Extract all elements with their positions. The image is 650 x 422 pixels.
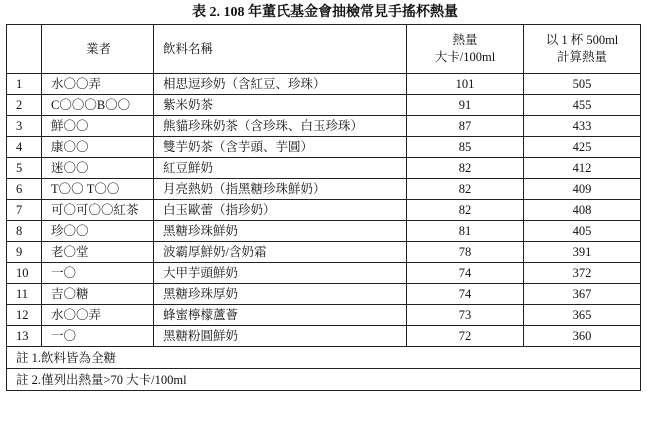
vendor-cell: 一〇: [42, 263, 154, 284]
row-number: 1: [7, 74, 42, 95]
row-number: 12: [7, 305, 42, 326]
cup-calories-cell: 455: [524, 95, 641, 116]
vendor-cell: 老〇堂: [42, 242, 154, 263]
table-row: [7, 242, 641, 263]
drink-cell: 相思逗珍奶（含紅豆、珍珠）: [154, 74, 407, 95]
calories-cell: 72: [407, 326, 524, 347]
vendor-cell: 迷〇〇: [42, 158, 154, 179]
header-calories-line2: 大卡/100ml: [434, 50, 496, 64]
table-title: 表 2. 108 年董氏基金會抽檢常見手搖杯熱量: [192, 5, 458, 20]
table-row: [7, 158, 641, 179]
table-row: [7, 263, 641, 284]
row-number: 8: [7, 221, 42, 242]
drink-cell: 蜂蜜檸檬蘆薈: [154, 305, 407, 326]
cup-calories-cell: 405: [524, 221, 641, 242]
row-number: 11: [7, 284, 42, 305]
vendor-cell: C〇〇〇B〇〇: [42, 95, 154, 116]
header-vendor: 業者: [42, 25, 154, 74]
table-row: [7, 137, 641, 158]
header-calories: [407, 25, 524, 74]
vendor-cell: 珍〇〇: [42, 221, 154, 242]
calories-cell: 81: [407, 221, 524, 242]
cup-calories-cell: 425: [524, 137, 641, 158]
note-2: 註 2.僅列出熱量>70 大卡/100ml: [7, 369, 641, 391]
cup-calories-cell: 505: [524, 74, 641, 95]
calories-cell: 74: [407, 263, 524, 284]
note-row: [7, 347, 641, 369]
vendor-cell: 吉〇糖: [42, 284, 154, 305]
table-row: [7, 74, 641, 95]
table-row: [7, 116, 641, 137]
table-row: [7, 200, 641, 221]
cup-calories-cell: 412: [524, 158, 641, 179]
table-row: [7, 305, 641, 326]
header-calories-line1: 熱量: [452, 33, 478, 47]
calories-cell: 85: [407, 137, 524, 158]
calories-cell: 82: [407, 200, 524, 221]
vendor-cell: 可〇可〇〇紅茶: [42, 200, 154, 221]
vendor-cell: 康〇〇: [42, 137, 154, 158]
drink-cell: 紫米奶茶: [154, 95, 407, 116]
vendor-cell: 一〇: [42, 326, 154, 347]
table-row: [7, 221, 641, 242]
table-row: [7, 179, 641, 200]
header-index: [7, 25, 42, 74]
drink-cell: 黑糖粉圓鮮奶: [154, 326, 407, 347]
drink-cell: 黑糖珍珠鮮奶: [154, 221, 407, 242]
calories-cell: 87: [407, 116, 524, 137]
cup-calories-cell: 367: [524, 284, 641, 305]
drink-cell: 月亮熱奶（指黑糖珍珠鮮奶）: [154, 179, 407, 200]
calories-cell: 78: [407, 242, 524, 263]
cup-calories-cell: 372: [524, 263, 641, 284]
vendor-cell: 水〇〇弄: [42, 74, 154, 95]
calories-cell: 73: [407, 305, 524, 326]
row-number: 5: [7, 158, 42, 179]
row-number: 9: [7, 242, 42, 263]
cup-calories-cell: 408: [524, 200, 641, 221]
header-cup-calories: [524, 25, 641, 74]
cup-calories-cell: 365: [524, 305, 641, 326]
cup-calories-cell: 409: [524, 179, 641, 200]
row-number: 3: [7, 116, 42, 137]
vendor-cell: 鮮〇〇: [42, 116, 154, 137]
drink-cell: 白玉歐蕾（指珍奶）: [154, 200, 407, 221]
calories-cell: 82: [407, 158, 524, 179]
table-row: [7, 284, 641, 305]
note-row: [7, 369, 641, 391]
calories-cell: 91: [407, 95, 524, 116]
table-body: [7, 74, 641, 347]
cup-calories-cell: 433: [524, 116, 641, 137]
drink-cell: 雙芋奶茶（含芋頭、芋圓）: [154, 137, 407, 158]
calories-cell: 82: [407, 179, 524, 200]
header-drink: 飲料名稱: [154, 25, 407, 74]
row-number: 7: [7, 200, 42, 221]
table-header-row: [7, 25, 641, 74]
drink-cell: 熊貓珍珠奶茶（含珍珠、白玉珍珠）: [154, 116, 407, 137]
table-row: [7, 95, 641, 116]
drink-cell: 紅豆鮮奶: [154, 158, 407, 179]
cup-calories-cell: 391: [524, 242, 641, 263]
drink-cell: 大甲芋頭鮮奶: [154, 263, 407, 284]
vendor-cell: 水〇〇弄: [42, 305, 154, 326]
vendor-cell: T〇〇 T〇〇: [42, 179, 154, 200]
note-1: 註 1.飲料皆為全糖: [7, 347, 641, 369]
row-number: 2: [7, 95, 42, 116]
header-cup-line2: 計算熱量: [556, 50, 607, 64]
row-number: 6: [7, 179, 42, 200]
header-cup-line1: 以 1 杯 500ml: [545, 33, 619, 47]
row-number: 13: [7, 326, 42, 347]
row-number: 10: [7, 263, 42, 284]
calorie-table: [6, 24, 641, 391]
cup-calories-cell: 360: [524, 326, 641, 347]
drink-cell: 黑糖珍珠厚奶: [154, 284, 407, 305]
drink-cell: 波霸厚鮮奶/含奶霜: [154, 242, 407, 263]
calories-cell: 74: [407, 284, 524, 305]
table-row: [7, 326, 641, 347]
row-number: 4: [7, 137, 42, 158]
calories-cell: 101: [407, 74, 524, 95]
